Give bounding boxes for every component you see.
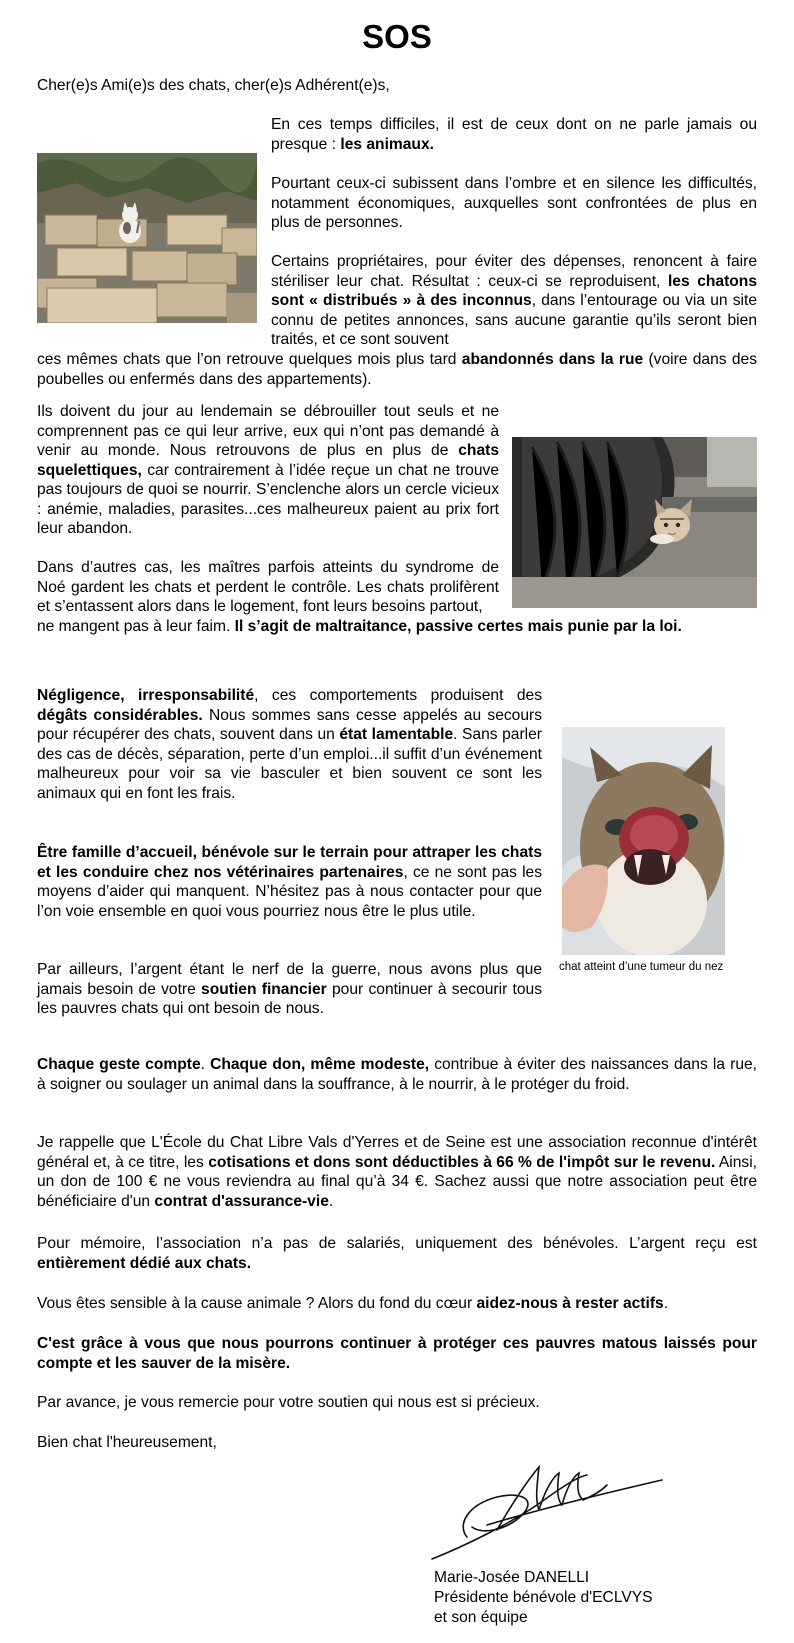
page-title: SOS <box>362 18 432 55</box>
paragraph-difficulties: Pourtant ceux-ci subissent dans l’ombre et en silence les difficultés, notamment économiques, auxquelles sont confrontées de plus en plus de personnes. <box>271 175 757 231</box>
paragraph-call-to-action: Vous êtes sensible à la cause animale ? Alors du fond du cœur aidez-nous à rester actifs. <box>37 1295 669 1312</box>
paragraph-abandoned: ces mêmes chats que l’on retrouve quelques mois plus tard abandonnés dans la rue (voire dans des poubelles ou enfermés dans des appartements). <box>37 351 757 388</box>
photo-cat-tumour <box>562 727 725 955</box>
closing-line: Bien chat l'heureusement, <box>37 1434 217 1451</box>
photo-cat-crates <box>37 153 257 323</box>
greeting: Cher(e)s Ami(e)s des chats, cher(e)s Adhérent(e)s, <box>37 77 390 94</box>
signature-name: Marie-Josée DANELLI <box>434 1569 590 1586</box>
paragraph-volunteer: Être famille d’accueil, bénévole sur le terrain pour attraper les chats et les conduire chez nos vétérinaires partenaires, ce ne sont pas les moyens d’aider qui manquent. N’hésitez pas à nous contacter pour que l’on voie ensemble en quoi vous pourriez nous être le plus utile. <box>37 844 543 920</box>
paragraph-noe-syndrome: Dans d’autres cas, les maîtres parfois atteints du syndrome de Noé gardent les chats et perdent le contrôle. Les chats prolifèrent et s’entassent alors dans le logement, font leurs besoins partout, <box>37 559 499 615</box>
paragraph-maltreatment: ne mangent pas à leur faim. Il s’agit de maltraitance, passive certes mais punie par la loi. <box>37 618 682 635</box>
paragraph-volunteers-only: Pour mémoire, l’association n’a pas de salariés, uniquement des bénévoles. L’argent reçu est entièrement dédié aux chats. <box>37 1235 757 1272</box>
handwritten-signature <box>427 1455 667 1565</box>
paragraph-every-gesture: Chaque geste compte. Chaque don, même modeste, contribue à éviter des naissances dans la rue, à soigner ou soulager un animal dans la souffrance, à le nourrir, à le protéger du froid. <box>37 1056 758 1093</box>
signature-team: et son équipe <box>434 1609 528 1626</box>
signature-role: Présidente bénévole d'ECLVYS <box>434 1589 653 1606</box>
photo-caption: chat atteint d’une tumeur du nez <box>559 961 724 973</box>
paragraph-tax-deduction: Je rappelle que L'École du Chat Libre Vals d'Yerres et de Seine est une association reconnue d'intérêt général et, à ce titre, les cotisations et dons sont déductibles à 66 % de l'impôt sur le revenu. Ainsi, un don de 100 € ne vous reviendra au final qu’à 34 €. Sachez aussi que notre association peut être bénéficiaire d'un contrat d'assurance-vie. <box>37 1134 758 1210</box>
paragraph-thank-you: Par avance, je vous remercie pour votre soutien qui nous est si précieux. <box>37 1394 540 1411</box>
paragraph-sterilisation: Certains propriétaires, pour éviter des dépenses, renoncent à faire stériliser leur chat. Résultat : ceux-ci se reproduisent, les chatons sont « distribués » à des inconnus, dans l’entourage ou via un site connu de petites annonces, sans aucune garantie qu’ils seront bien traités, et ce sont souvent <box>271 253 757 348</box>
paragraph-financial-support: Par ailleurs, l’argent étant le nerf de la guerre, nous avons plus que jamais besoin de votre soutien financier pour continuer à secourir tous les pauvres chats qui ont besoin de nous. <box>37 961 542 1017</box>
paragraph-negligence: Négligence, irresponsabilité, ces comportements produisent des dégâts considérables. Nous sommes sans cesse appelés au secours pour récupérer des chats, souvent dans un état lamentable. Sans parler des cas de décès, séparation, perte d’un emploi...il suffit d’un événement malheureux pour voir sa vie basculer et bien souvent ce sont les animaux qui en font les frais. <box>37 687 543 802</box>
paragraph-intro: En ces temps difficiles, il est de ceux dont on ne parle jamais ou presque : les animaux. <box>271 116 757 153</box>
photo-cat-under-car <box>512 437 757 608</box>
paragraph-skeletal-cats: Ils doivent du jour au lendemain se débrouiller tout seuls et ne comprennent pas ce qui leur arrive, eux qui n’ont pas demandé à venir au monde. Nous retrouvons de plus en plus de chats squelettiques, car contrairement à l’idée reçue un chat ne trouve pas toujours de quoi se nourrir. S’enclenche alors un cercle vicieux : anémie, maladies, parasites...ces malheureux paient au prix fort leur abandon. <box>37 403 499 537</box>
paragraph-thanks-to-you: C'est grâce à vous que nous pourrons continuer à protéger ces pauvres matous laissés pour compte et les sauver de la misère. <box>37 1335 757 1372</box>
